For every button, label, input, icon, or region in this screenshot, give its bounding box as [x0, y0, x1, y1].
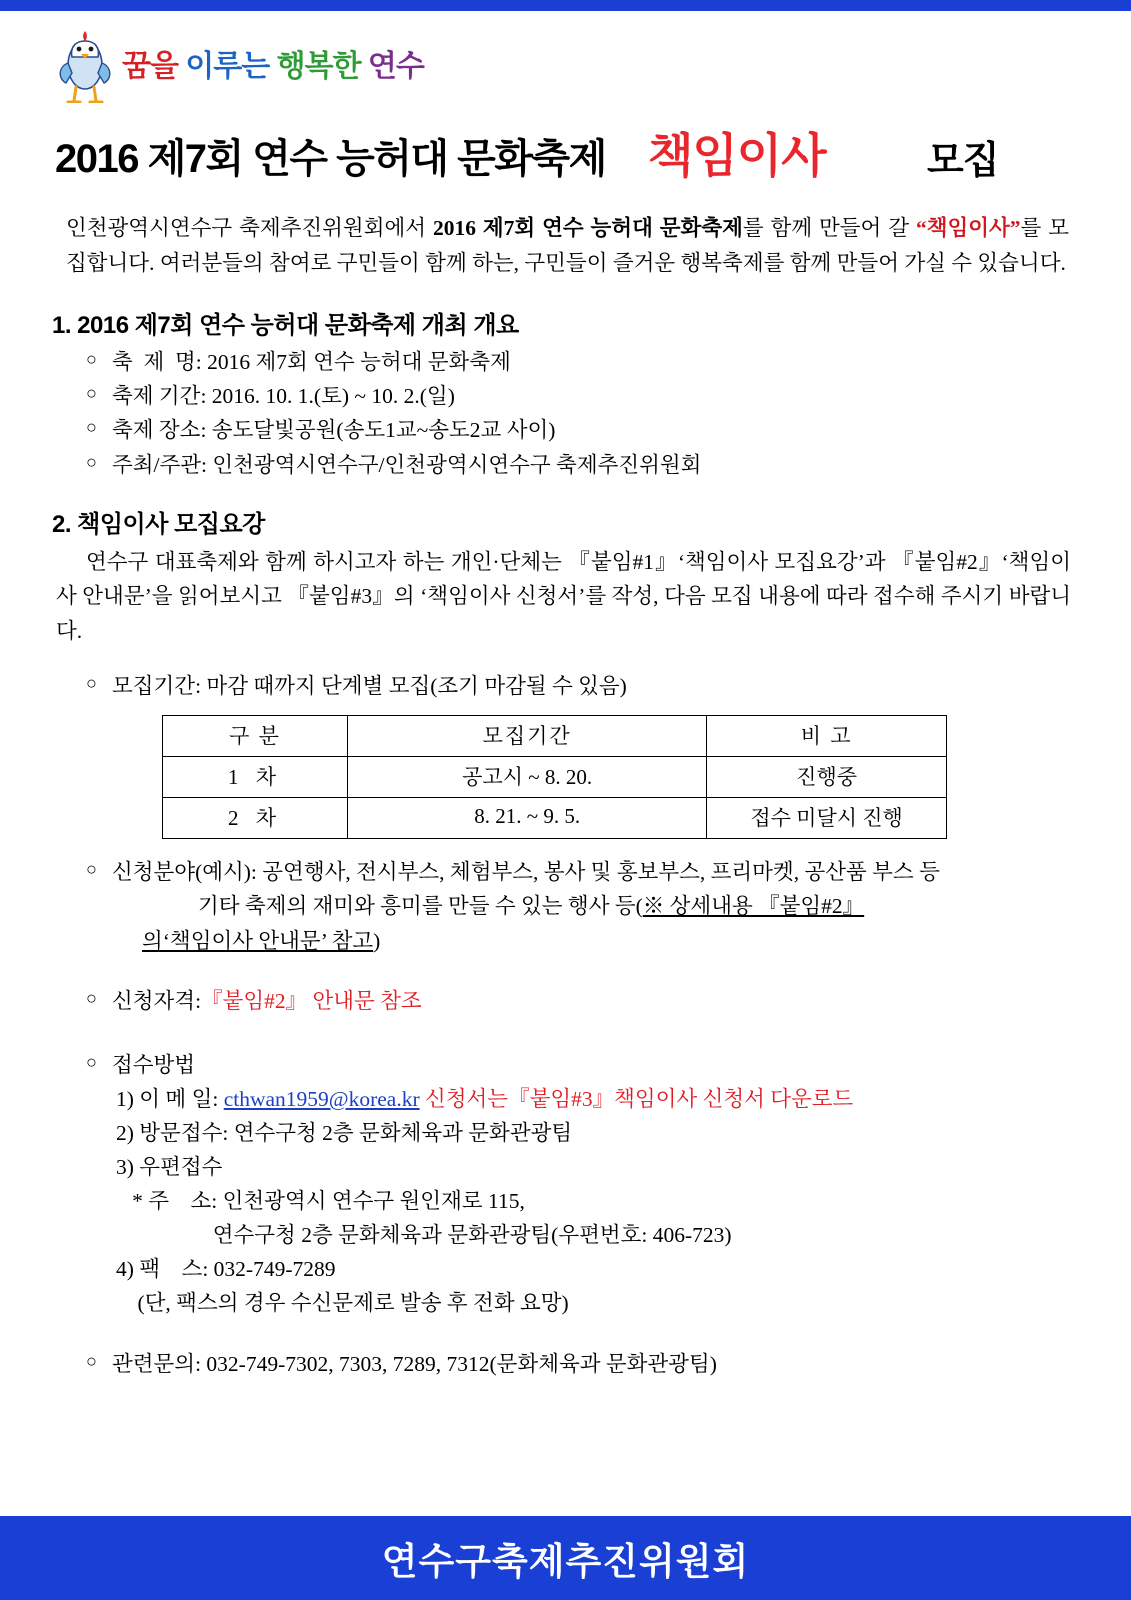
application-field-note-2: 의‘책임이사 안내문’ 참고 [142, 928, 374, 953]
qualification-block [52, 984, 1079, 1018]
apply-item-2: 2) 방문접수: 연수구청 2층 문화체육과 문화관광팀 [116, 1120, 573, 1145]
table-header-cell: 모집기간 [348, 715, 707, 756]
section-2-paragraph [52, 545, 1079, 648]
contact-info: ○ 관련문의: 032-749-7302, 7303, 7289, 7312(문화체육과 문화관광팀) [52, 1347, 1079, 1381]
apply-item-1-label: 1) 이 메 일: [116, 1086, 224, 1111]
apply-item-4-fax: 4) 팩 스: 032-749-7289 [116, 1256, 336, 1281]
list-item: ○ 축제 장소: 송도달빛공원(송도1교~송도2교 사이) [86, 414, 1079, 447]
intro-text-3: 를 모집합니다. 여러분들의 참여로 구민들이 함께 하는, 구민들이 즐거운 행복축제를 함께 만들어 가실 수 있습니다. [66, 216, 1069, 275]
table-header-row [163, 715, 947, 756]
application-field-line-1: 신청분야(예시): 공연행사, 전시부스, 체험부스, 봉사 및 홍보부스, 프리마켓, 공산품 부스 등 [112, 859, 940, 884]
apply-item-address-1: * 주 소: 인천광역시 연수구 원인재로 115, [116, 1188, 525, 1213]
page-title [52, 127, 1079, 189]
logo-slogan [122, 41, 424, 85]
bird-mascot-icon [52, 25, 118, 103]
intro-role-highlight: “책임이사” [915, 216, 1021, 240]
list-item: ○ 축 제 명: 2016 제7회 연수 능허대 문화축제 [86, 346, 1079, 379]
table-cell: 1 차 [163, 756, 348, 797]
email-link[interactable]: cthwan1959@korea.kr [223, 1086, 420, 1111]
intro-paragraph [52, 211, 1079, 281]
intro-festival-name: 2016 제7회 연수 능허대 문화축제 [432, 216, 743, 240]
apply-item-1-note: 신청서는『붙임#3』책임이사 신청서 다운로드 [419, 1086, 854, 1111]
table-row [163, 797, 947, 838]
intro-text-1: 인천광역시연수구 축제추진위원회에서 [66, 216, 433, 240]
table-cell: 공고시 ~ 8. 20. [348, 756, 707, 797]
qualification-value: 『붙임#2』 안내문 참조 [201, 989, 422, 1014]
section-2-paragraph-text: 연수구 대표축제와 함께 하시고자 하는 개인·단체는 『붙임#1』‘책임이사 모집요강’과 『붙임#2』‘책임이사 안내문’을 읽어보시고 『붙임#3』의 ‘책임이사 신청서’를 작성, 다음 모집 내용에 따라 접수해 주시기 바랍니다. [56, 549, 1071, 643]
qualification-label: 신청자격: [112, 989, 202, 1014]
list-item: ○ 주최/주관: 인천광역시연수구/인천광역시연수구 축제추진위원회 [86, 449, 1079, 482]
intro-text-2: 를 함께 만들어 갈 [742, 216, 916, 240]
title-tail: 모집 [927, 140, 999, 182]
application-field-line-3-tail: ) [373, 928, 381, 953]
logo-part-4: 연수 [367, 50, 424, 83]
table-cell: 8. 21. ~ 9. 5. [348, 797, 707, 838]
table-cell: 진행중 [707, 756, 947, 797]
recruit-period-label: ○ 모집기간: 마감 때까지 단계별 모집(조기 마감될 수 있음) [52, 670, 1079, 703]
application-field-block [52, 855, 1079, 958]
footer-bar [0, 1516, 1131, 1600]
apply-item-3: 3) 우편접수 [116, 1154, 223, 1179]
section-1-list [52, 346, 1079, 482]
title-accent: 책임이사 [648, 129, 826, 182]
table-row [163, 756, 947, 797]
table-header-cell: 구 분 [163, 715, 348, 756]
logo-header [52, 11, 1079, 115]
logo-part-3: 행복한 [276, 50, 361, 83]
application-field-line-2: 기타 축제의 재미와 흥미를 만들 수 있는 행사 등( [112, 894, 643, 919]
application-field-note: ※ 상세내용 『붙임#2』 [642, 894, 865, 919]
apply-item-address-2: 연수구청 2층 문화체육과 문화관광팀(우편번호: 406-723) [116, 1222, 732, 1247]
section-1-heading: 1. 2016 제7회 연수 능허대 문화축제 개최 개요 [52, 311, 519, 339]
logo-part-1: 꿈을 [122, 50, 178, 83]
list-item: ○ 축제 기간: 2016. 10. 1.(토) ~ 10. 2.(일) [86, 380, 1079, 413]
title-main: 2016 제7회 연수 능허대 문화축제 [55, 137, 606, 181]
apply-method-list [52, 1083, 1079, 1321]
table-header-cell: 비 고 [707, 715, 947, 756]
table-cell: 접수 미달시 진행 [707, 797, 947, 838]
recruitment-schedule-table [162, 715, 947, 839]
apply-method-heading: ○ 접수방법 [52, 1048, 1079, 1082]
apply-item-fax-note: (단, 팩스의 경우 수신문제로 발송 후 전화 요망) [116, 1290, 569, 1315]
section-2-heading: 2. 책임이사 모집요강 [52, 510, 265, 538]
footer-organization: 연수구축제추진위원회 [381, 1541, 750, 1582]
table-cell: 2 차 [163, 797, 348, 838]
logo-part-2: 이루는 [185, 50, 270, 83]
